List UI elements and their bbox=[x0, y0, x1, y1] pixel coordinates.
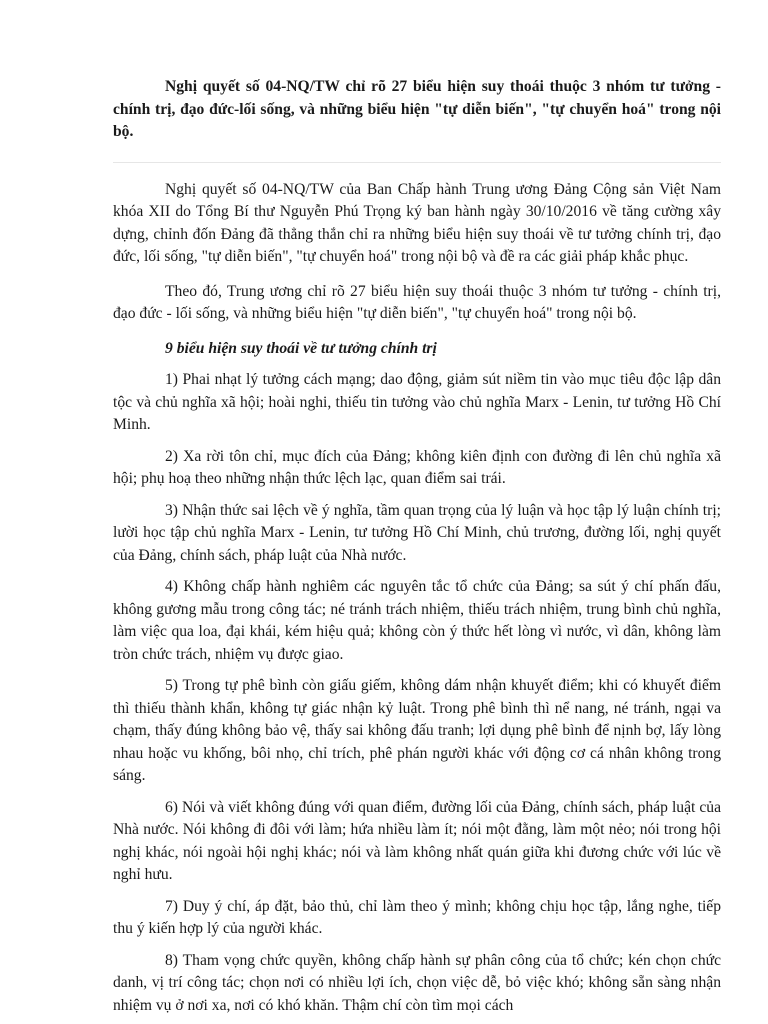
document-title: Nghị quyết số 04-NQ/TW chỉ rõ 27 biểu hiện suy thoái thuộc 3 nhóm tư tưởng - chính trị, đạo đức-lối sống, và những biểu hiện "tự diễn biến", "tự chuyển hoá" trong nội bộ. bbox=[113, 78, 721, 140]
list-item: 7) Duy ý chí, áp đặt, bảo thủ, chỉ làm theo ý mình; không chịu học tập, lắng nghe, tiếp thu ý kiến hợp lý của người khác. bbox=[113, 897, 721, 937]
list-item: 5) Trong tự phê bình còn giấu giếm, không dám nhận khuyết điểm; khi có khuyết điểm thì thiếu thành khẩn, không tự giác nhận kỷ luật. Trong phê bình thì nể nang, né tránh, ngại va chạm, thấy đúng không bảo vệ, thấy sai không đấu tranh; lợi dụng phê bình để nịnh bợ, lấy lòng nhau hoặc vu khống, bôi nhọ, chỉ trích, phê phán người khác với động cơ cá nhân không trong sáng. bbox=[113, 677, 721, 784]
list-item: 2) Xa rời tôn chỉ, mục đích của Đảng; không kiên định con đường đi lên chủ nghĩa xã hội; phụ hoạ theo những nhận thức lệch lạc, quan điểm sai trái. bbox=[113, 447, 721, 487]
section-heading: 9 biểu hiện suy thoái về tư tưởng chính trị bbox=[165, 339, 437, 357]
item-list bbox=[113, 369, 721, 1017]
summary-paragraph: Theo đó, Trung ương chỉ rõ 27 biểu hiện suy thoái thuộc 3 nhóm tư tưởng - chính trị, đạo đức - lối sống, và những biểu hiện "tự diễn biến", "tự chuyển hoá" trong nội bộ. bbox=[113, 282, 721, 322]
list-item: 1) Phai nhạt lý tưởng cách mạng; dao động, giảm sút niềm tin vào mục tiêu độc lập dân tộc và chủ nghĩa xã hội; hoài nghi, thiếu tin tưởng vào chủ nghĩa Marx - Lenin, tư tưởng Hồ Chí Minh. bbox=[113, 371, 721, 433]
intro-paragraph: Nghị quyết số 04-NQ/TW của Ban Chấp hành Trung ương Đảng Cộng sản Việt Nam khóa XII do Tổng Bí thư Nguyễn Phú Trọng ký ban hành ngày 30/10/2016 về tăng cường xây dựng, chỉnh đốn Đảng đã thẳng thắn chỉ ra những biểu hiện suy thoái về tư tưởng chính trị, đạo đức, lối sống, "tự diễn biến", "tự chuyển hoá" trong nội bộ và đề ra các giải pháp khắc phục. bbox=[113, 180, 721, 265]
list-item: 8) Tham vọng chức quyền, không chấp hành sự phân công của tổ chức; kén chọn chức danh, vị trí công tác; chọn nơi có nhiều lợi ích, chọn việc dễ, bỏ việc khó; không sẵn sàng nhận nhiệm vụ ở nơi xa, nơi có khó khăn. Thậm chí còn tìm mọi cách bbox=[113, 951, 721, 1014]
title-divider bbox=[113, 162, 721, 163]
list-item: 6) Nói và viết không đúng với quan điểm, đường lối của Đảng, chính sách, pháp luật của Nhà nước. Nói không đi đôi với làm; hứa nhiều làm ít; nói một đằng, làm một nẻo; nói trong hội nghị khác, nói ngoài hội nghị khác; nói và làm không nhất quán giữa khi đương chức với lúc về nghỉ hưu. bbox=[113, 798, 721, 883]
document-page bbox=[113, 0, 721, 1017]
list-item: 4) Không chấp hành nghiêm các nguyên tắc tổ chức của Đảng; sa sút ý chí phấn đấu, không gương mẫu trong công tác; né tránh trách nhiệm, thiếu trách nhiệm, trung bình chủ nghĩa, làm việc qua loa, đại khái, kém hiệu quả; không còn ý thức hết lòng vì nước, vì dân, không làm tròn chức trách, nhiệm vụ được giao. bbox=[113, 578, 721, 663]
list-item: 3) Nhận thức sai lệch về ý nghĩa, tầm quan trọng của lý luận và học tập lý luận chính trị; lười học tập chủ nghĩa Marx - Lenin, tư tưởng Hồ Chí Minh, chủ trương, đường lối, nghị quyết của Đảng, chính sách, pháp luật của Nhà nước. bbox=[113, 501, 721, 564]
